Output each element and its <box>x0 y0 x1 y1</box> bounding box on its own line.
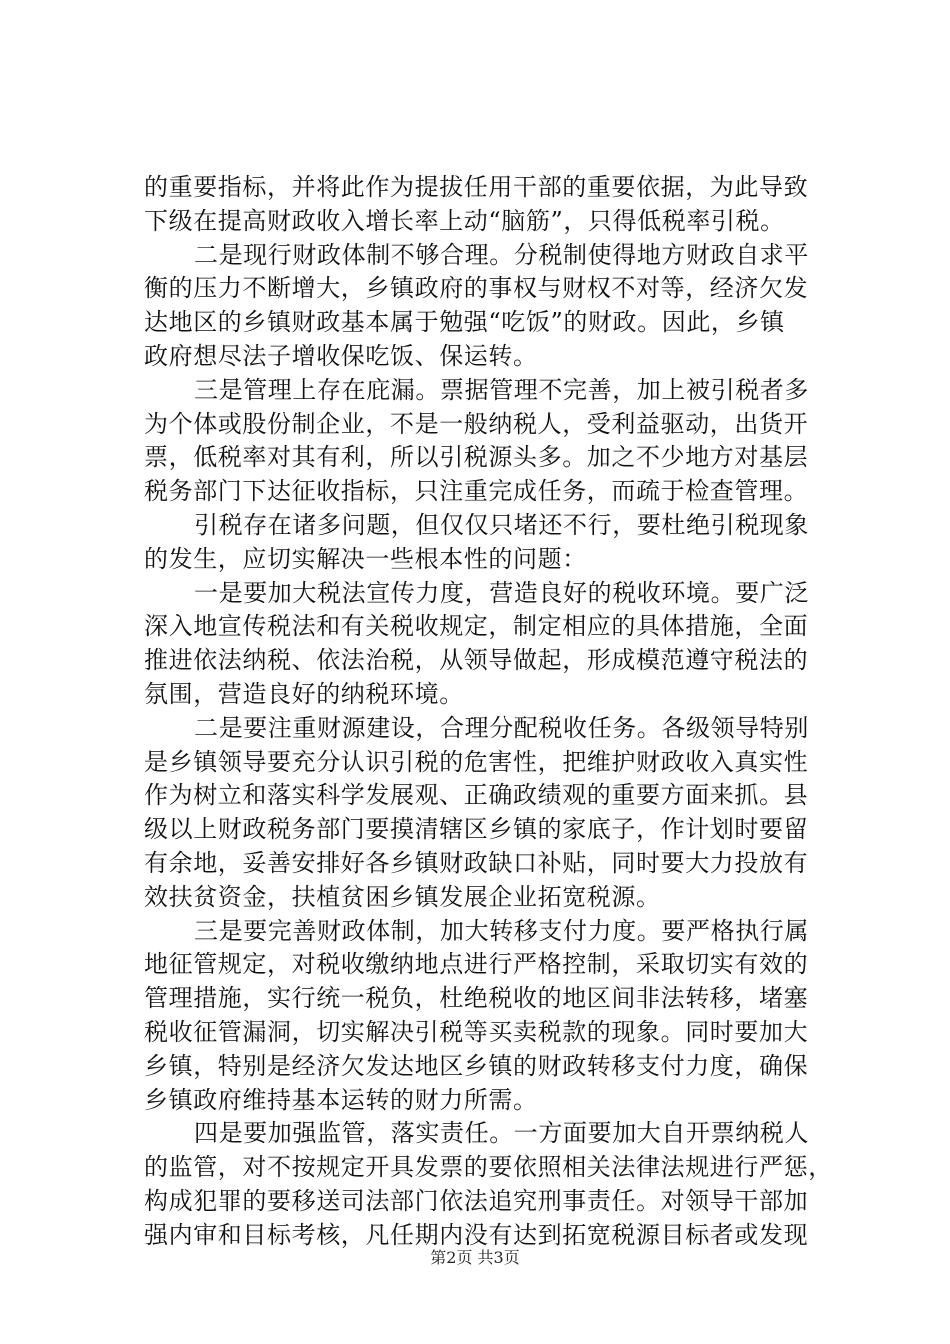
text-line: 下级在提高财政收入增长率上动“脑筋”，只得低税率引税。 <box>144 206 785 235</box>
text-line: 乡镇政府维持基本运转的财力所需。 <box>144 1085 538 1114</box>
paragraph-start-line: 三是管理上存在庇漏。票据管理不完善，加上被引税者多 <box>194 375 809 404</box>
paragraph-start-line: 二是现行财政体制不够合理。分税制使得地方财政自求平 <box>194 240 809 269</box>
text-line: 级以上财政税务部门要摸清辖区乡镇的家底子，作计划时要留 <box>144 815 809 844</box>
text-line: 管理措施，实行统一税负，杜绝税收的地区间非法转移，堵塞 <box>144 984 809 1013</box>
text-line: 乡镇，特别是经济欠发达地区乡镇的财政转移支付力度，确保 <box>144 1051 809 1080</box>
text-line: 的发生，应切实解决一些根本性的问题： <box>144 544 587 573</box>
text-line: 税务部门下达征收指标，只注重完成任务，而疏于检查管理。 <box>144 477 809 506</box>
page-number-footer: 第2页 共3页 <box>430 1248 520 1267</box>
text-line: 的重要指标，并将此作为提拔任用干部的重要依据，为此导致 <box>144 173 809 201</box>
text-line: 有余地，妥善安排好各乡镇财政缺口补贴，同时要大力投放有 <box>144 848 809 877</box>
text-line: 是乡镇领导要充分认识引税的危害性，把维护财政收入真实性 <box>144 747 809 776</box>
paragraph-start-line: 三是要完善财政体制，加大转移支付力度。要严格执行属 <box>194 916 809 945</box>
text-line: 衡的压力不断增大，乡镇政府的事权与财权不对等，经济欠发 <box>144 274 809 303</box>
text-line: 深入地宣传税法和有关税收规定，制定相应的具体措施，全面 <box>144 612 809 641</box>
text-line: 地征管规定，对税收缴纳地点进行严格控制，采取切实有效的 <box>144 950 809 979</box>
text-line: 税收征管漏洞，切实解决引税等买卖税款的现象。同时要加大 <box>144 1017 809 1046</box>
paragraph-start-line: 二是要注重财源建设，合理分配税收任务。各级领导特别 <box>194 713 809 742</box>
text-line: 政府想尽法子增收保吃饭、保运转。 <box>144 341 538 370</box>
text-line: 效扶贫资金，扶植贫困乡镇发展企业拓宽税源。 <box>144 882 661 911</box>
text-line: 构成犯罪的要移送司法部门依法追究刑事责任。对领导干部加 <box>144 1186 809 1215</box>
text-line: 强内审和目标考核，凡任期内没有达到拓宽税源目标者或发现 <box>144 1220 809 1249</box>
text-line: 推进依法纳税、依法治税，从领导做起，形成模范遵守税法的 <box>144 646 809 675</box>
text-line: 的监管，对不按规定开具发票的要依照相关法律法规进行严惩， <box>144 1153 833 1182</box>
document-body <box>144 171 833 1253</box>
text-line: 票，低税率对其有利，所以引税源头多。加之不少地方对基层 <box>144 443 809 472</box>
text-line: 作为树立和落实科学发展观、正确政绩观的重要方面来抓。县 <box>144 781 809 810</box>
paragraph-start-line: 引税存在诸多问题，但仅仅只堵还不行，要杜绝引税现象 <box>194 510 809 539</box>
paragraph-start-line: 一是要加大税法宣传力度，营造良好的税收环境。要广泛 <box>194 578 809 607</box>
text-line: 氛围，营造良好的纳税环境。 <box>144 679 464 708</box>
text-line: 为个体或股份制企业，不是一般纳税人，受利益驱动，出货开 <box>144 409 809 438</box>
text-line: 达地区的乡镇财政基本属于勉强“吃饭”的财政。因此，乡镇 <box>144 308 785 337</box>
paragraph-start-line: 四是要加强监管，落实责任。一方面要加大自开票纳税人 <box>194 1119 809 1148</box>
